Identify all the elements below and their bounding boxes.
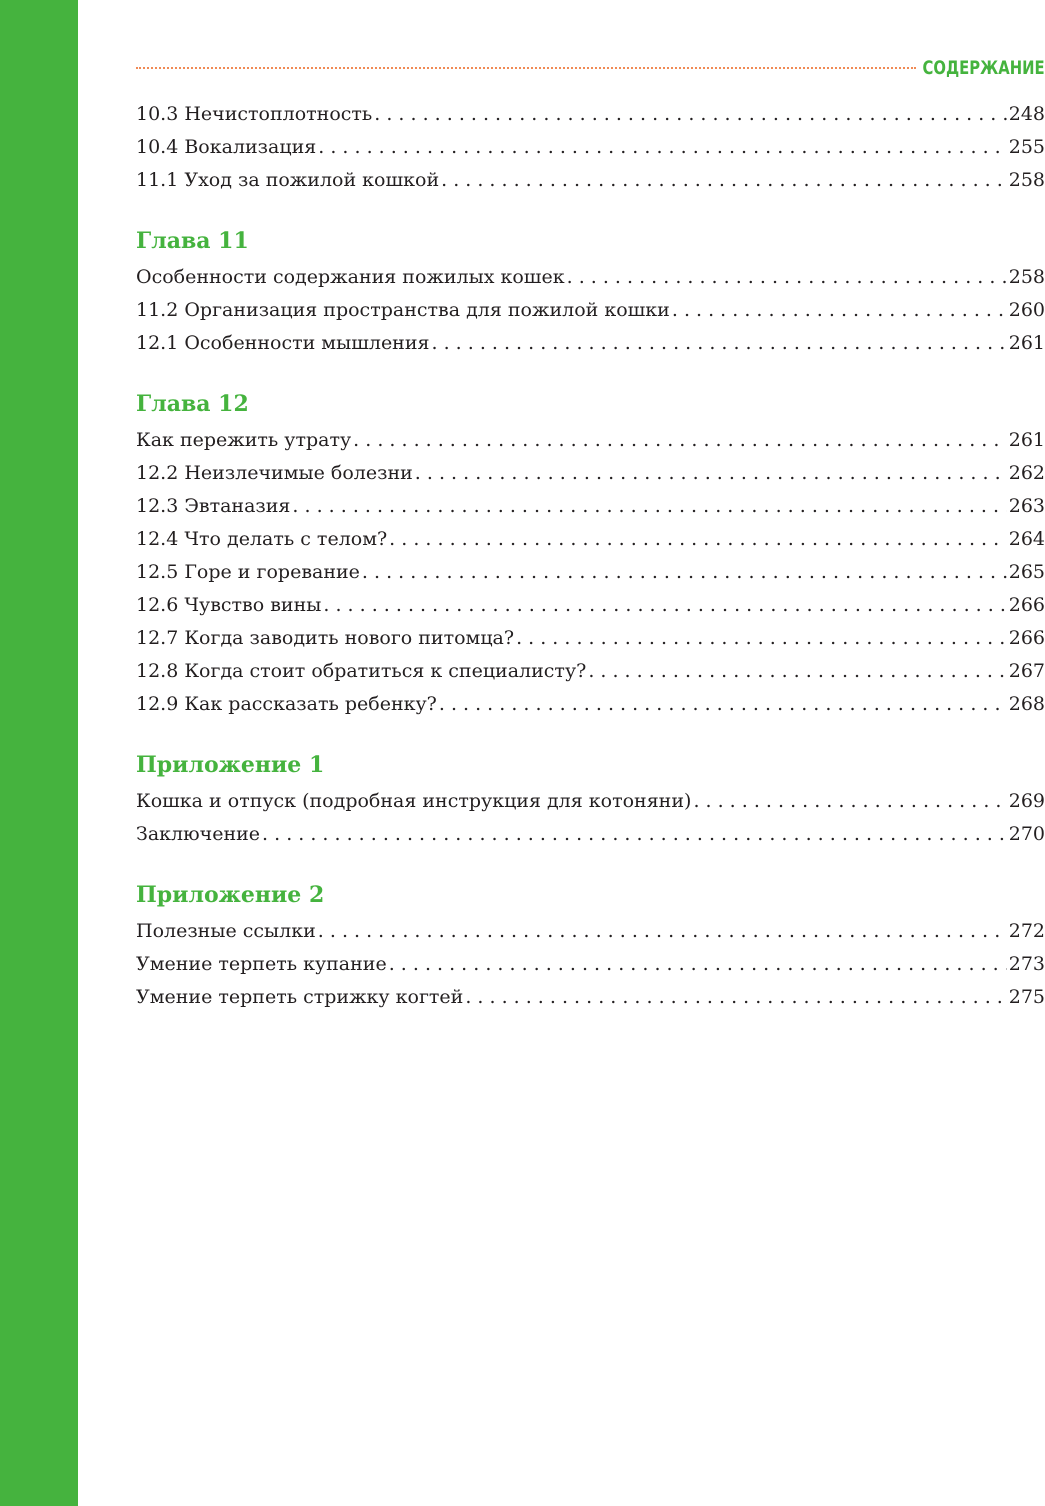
dot-leader [439, 688, 1007, 721]
toc-entry-page-number: 262 [1008, 462, 1045, 484]
toc-entry-page-number: 260 [1008, 299, 1045, 321]
dot-leader [318, 131, 1006, 164]
dot-leader [389, 948, 1007, 981]
toc-section [136, 98, 1045, 197]
section-heading: Глава 12 [136, 391, 249, 417]
dot-leader [389, 523, 1007, 556]
toc-entry-label: Особенности содержания пожилых кошек [136, 266, 565, 288]
toc-entry[interactable] [136, 457, 1045, 490]
toc-entry[interactable] [136, 915, 1045, 948]
toc-entry-page-number: 248 [1008, 103, 1045, 125]
dot-leader [465, 981, 1006, 1014]
dot-leader [516, 622, 1007, 655]
toc-section [136, 384, 1045, 721]
toc-entry-page-number: 255 [1008, 136, 1045, 158]
toc-entry-page-number: 264 [1008, 528, 1045, 550]
toc-entry-page-number: 272 [1008, 920, 1045, 942]
dot-leader [567, 261, 1007, 294]
section-heading: Приложение 2 [136, 882, 325, 908]
toc-entry-page-number: 270 [1008, 823, 1045, 845]
dot-leader [292, 490, 1006, 523]
toc-entry-label: 10.4 Вокализация [136, 136, 317, 158]
toc-entry-label: Умение терпеть купание [136, 953, 387, 975]
toc-entry-label: 12.4 Что делать с телом? [136, 528, 388, 550]
toc-entry-page-number: 265 [1008, 561, 1045, 583]
toc-entry-label: Полезные ссылки [136, 920, 316, 942]
toc-entry-label: Заключение [136, 823, 261, 845]
toc-entry[interactable] [136, 688, 1045, 721]
toc-entry-label: 12.2 Неизлечимые болезни [136, 462, 413, 484]
toc-entry[interactable] [136, 294, 1045, 327]
toc-entry[interactable] [136, 164, 1045, 197]
toc-entry-page-number: 258 [1008, 266, 1045, 288]
side-color-bar [0, 0, 78, 1506]
toc-entry-label: 12.8 Когда стоит обратиться к специалисту? [136, 660, 587, 682]
toc-entry[interactable] [136, 948, 1045, 981]
running-header-title: СОДЕРЖАНИЕ [922, 57, 1045, 79]
toc-entry[interactable] [136, 523, 1045, 556]
toc-entry[interactable] [136, 622, 1045, 655]
toc-entry[interactable] [136, 785, 1045, 818]
dot-leader [353, 424, 1007, 457]
toc-entry-label: 12.7 Когда заводить нового питомца? [136, 627, 515, 649]
toc-entry-label: Умение терпеть стрижку когтей [136, 986, 464, 1008]
toc-entry[interactable] [136, 424, 1045, 457]
dot-leader [262, 818, 1007, 851]
toc-entry-label: 12.1 Особенности мышления [136, 332, 430, 354]
toc-entry[interactable] [136, 261, 1045, 294]
table-of-contents [136, 98, 1045, 1014]
toc-entry-label: Кошка и отпуск (подробная инструкция для котоняни) [136, 790, 692, 812]
toc-entry-page-number: 266 [1008, 627, 1045, 649]
toc-entry[interactable] [136, 327, 1045, 360]
section-heading: Приложение 1 [136, 752, 325, 778]
dot-leader [672, 294, 1007, 327]
dot-leader [415, 457, 1007, 490]
toc-entry-label: 11.1 Уход за пожилой кошкой [136, 169, 440, 191]
toc-entry-page-number: 273 [1008, 953, 1045, 975]
dot-leader [588, 655, 1006, 688]
toc-entry-page-number: 258 [1008, 169, 1045, 191]
toc-entry[interactable] [136, 131, 1045, 164]
section-heading: Глава 11 [136, 228, 249, 254]
dot-leader [441, 164, 1007, 197]
dot-leader [693, 785, 1006, 818]
toc-section [136, 875, 1045, 1014]
toc-entry-page-number: 261 [1008, 429, 1045, 451]
dot-leader [362, 556, 1007, 589]
toc-entry-label: 11.2 Организация пространства для пожилой кошки [136, 299, 670, 321]
toc-entry[interactable] [136, 556, 1045, 589]
dot-leader [374, 98, 1006, 131]
dot-leader [432, 327, 1007, 360]
toc-entry[interactable] [136, 981, 1045, 1014]
toc-entry[interactable] [136, 98, 1045, 131]
toc-entry-page-number: 275 [1008, 986, 1045, 1008]
toc-entry[interactable] [136, 655, 1045, 688]
toc-entry-page-number: 263 [1008, 495, 1045, 517]
toc-entry[interactable] [136, 589, 1045, 622]
toc-entry-label: Как пережить утрату [136, 429, 352, 451]
toc-entry-label: 12.6 Чувство вины [136, 594, 322, 616]
toc-entry[interactable] [136, 818, 1045, 851]
toc-entry[interactable] [136, 490, 1045, 523]
toc-entry-page-number: 269 [1008, 790, 1045, 812]
toc-entry-page-number: 268 [1008, 693, 1045, 715]
toc-section [136, 745, 1045, 851]
toc-entry-label: 12.3 Эвтаназия [136, 495, 291, 517]
toc-entry-label: 12.5 Горе и горевание [136, 561, 360, 583]
toc-entry-label: 12.9 Как рассказать ребенку? [136, 693, 437, 715]
toc-entry-page-number: 266 [1008, 594, 1045, 616]
toc-section [136, 221, 1045, 360]
dot-leader [318, 915, 1007, 948]
toc-entry-page-number: 267 [1008, 660, 1045, 682]
dot-leader [323, 589, 1006, 622]
toc-entry-page-number: 261 [1008, 332, 1045, 354]
header-dotted-rule [136, 67, 916, 69]
toc-entry-label: 10.3 Нечистоплотность [136, 103, 373, 125]
